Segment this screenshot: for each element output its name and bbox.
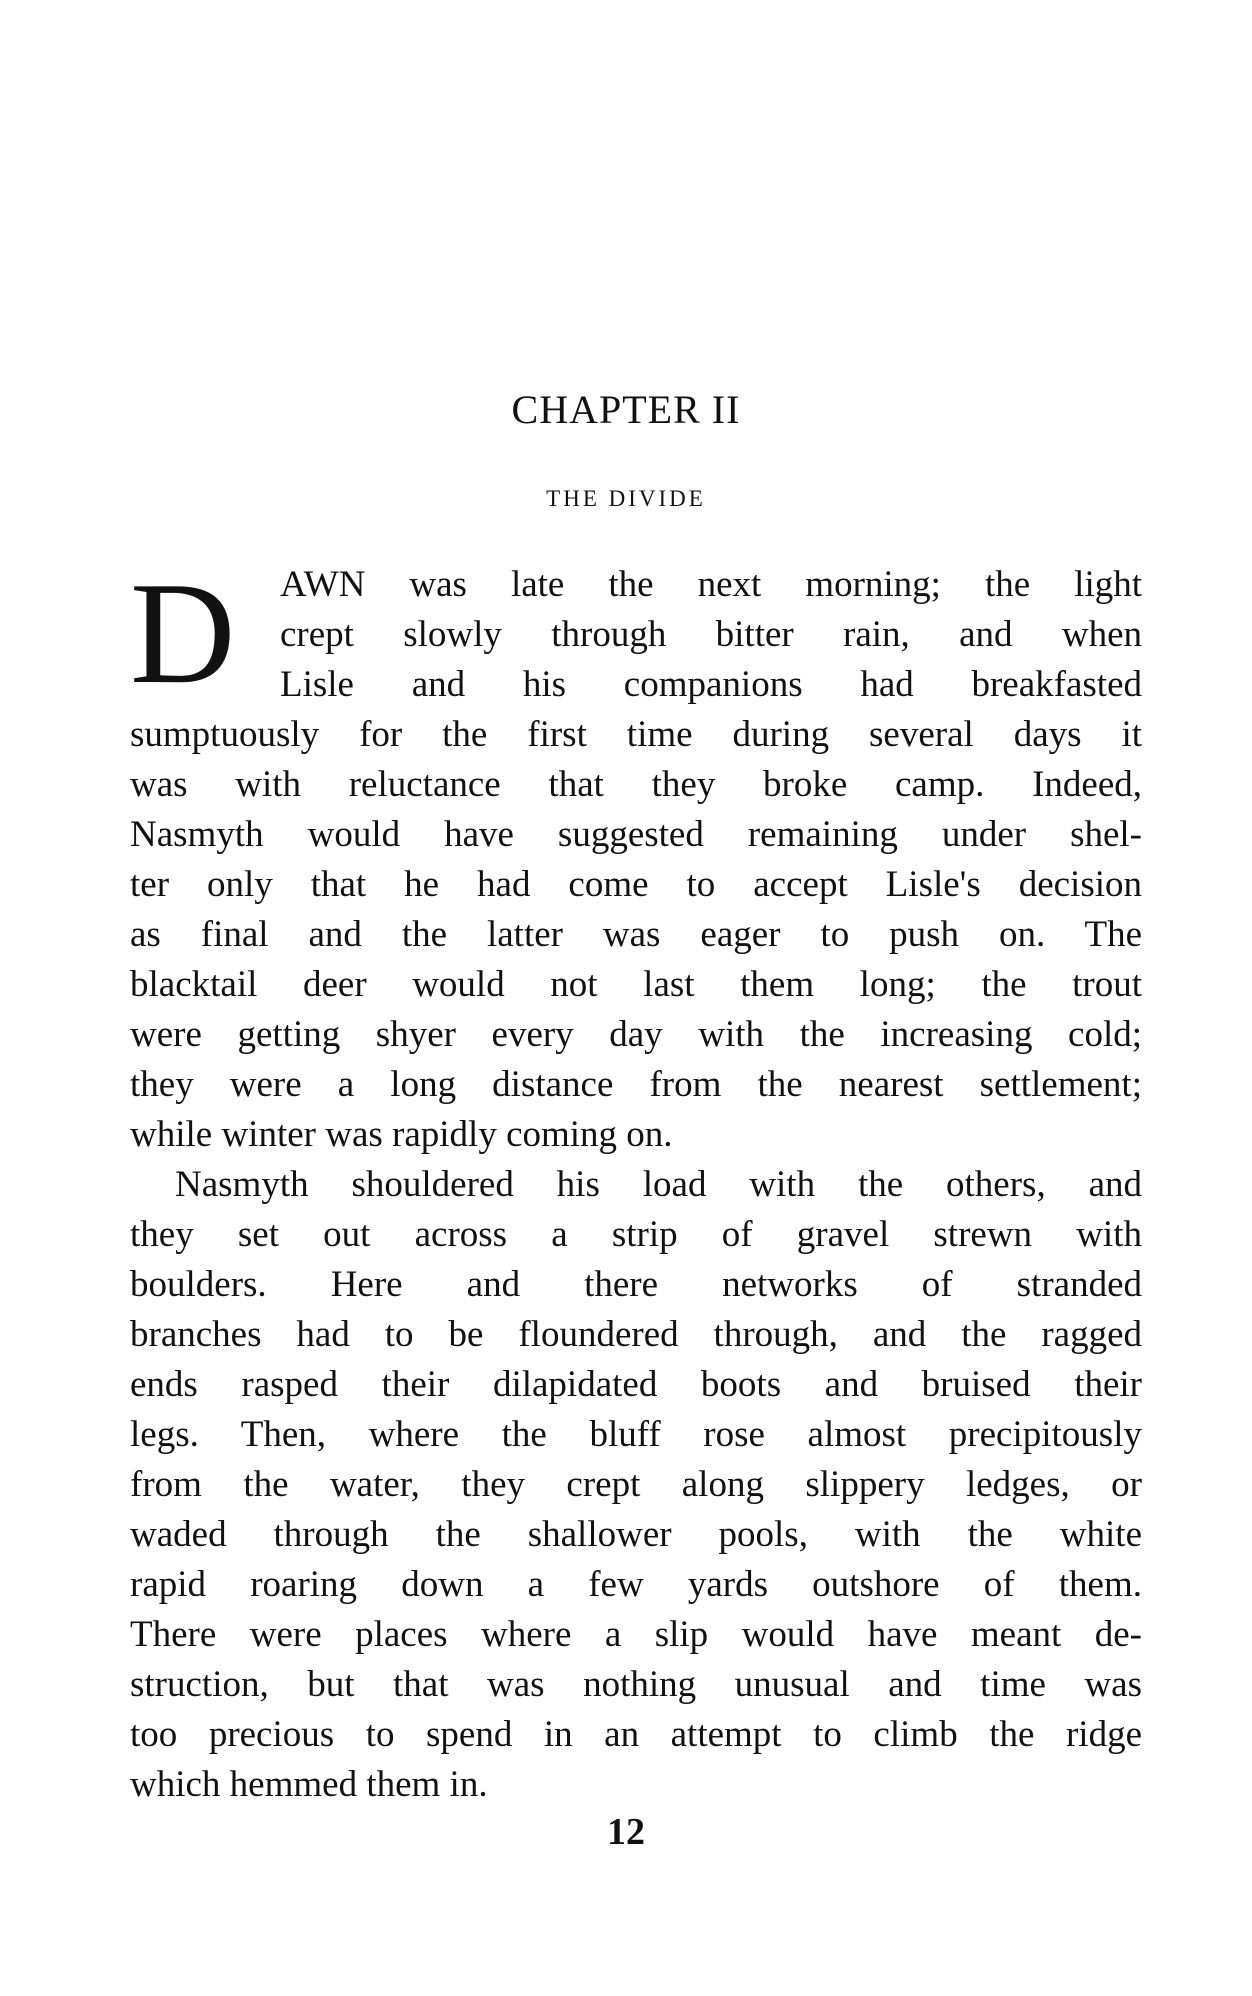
text-line: were getting shyer every day with the increasing cold; bbox=[130, 1014, 1142, 1055]
text-line: was with reluctance that they broke camp. Indeed, bbox=[130, 764, 1142, 805]
text-line: struction, but that was nothing unusual and time was bbox=[130, 1664, 1142, 1705]
text-line: from the water, they crept along slippery ledges, or bbox=[130, 1464, 1142, 1505]
text-line: Lisle and his companions had breakfasted bbox=[280, 664, 1142, 705]
text-line: There were places where a slip would have meant de- bbox=[130, 1614, 1142, 1655]
text-line: sumptuously for the first time during several days it bbox=[130, 714, 1142, 755]
text-line: crept slowly through bitter rain, and when bbox=[280, 614, 1142, 655]
chapter-title: THE DIVIDE bbox=[546, 486, 706, 511]
text-line: waded through the shallower pools, with the white bbox=[130, 1514, 1142, 1555]
text-line: AWN was late the next morning; the light bbox=[280, 564, 1142, 605]
page-number: 12 bbox=[607, 1811, 645, 1853]
text-line: they set out across a strip of gravel strewn with bbox=[130, 1214, 1142, 1255]
drop-cap: D bbox=[130, 552, 236, 714]
text-line: boulders. Here and there networks of stranded bbox=[130, 1264, 1142, 1305]
text-line: as final and the latter was eager to push on. The bbox=[130, 914, 1142, 955]
text-line: legs. Then, where the bluff rose almost precipitously bbox=[130, 1414, 1142, 1455]
text-line: which hemmed them in. bbox=[130, 1764, 488, 1805]
text-line: ends rasped their dilapidated boots and bruised their bbox=[130, 1364, 1142, 1405]
text-line: Nasmyth would have suggested remaining under shel- bbox=[130, 814, 1142, 855]
text-line: ter only that he had come to accept Lisle's decision bbox=[130, 864, 1142, 905]
text-line: too precious to spend in an attempt to climb the ridge bbox=[130, 1714, 1142, 1755]
text-line: blacktail deer would not last them long; the trout bbox=[130, 964, 1142, 1005]
text-line: rapid roaring down a few yards outshore of them. bbox=[130, 1564, 1142, 1605]
text-line: they were a long distance from the nearest settlement; bbox=[130, 1064, 1142, 1105]
body-text bbox=[130, 552, 1142, 1810]
chapter-heading: CHAPTER II bbox=[511, 387, 741, 432]
text-line: branches had to be floundered through, and the ragged bbox=[130, 1314, 1142, 1355]
text-line: Nasmyth shouldered his load with the others, and bbox=[175, 1164, 1142, 1205]
text-line: while winter was rapidly coming on. bbox=[130, 1114, 673, 1155]
